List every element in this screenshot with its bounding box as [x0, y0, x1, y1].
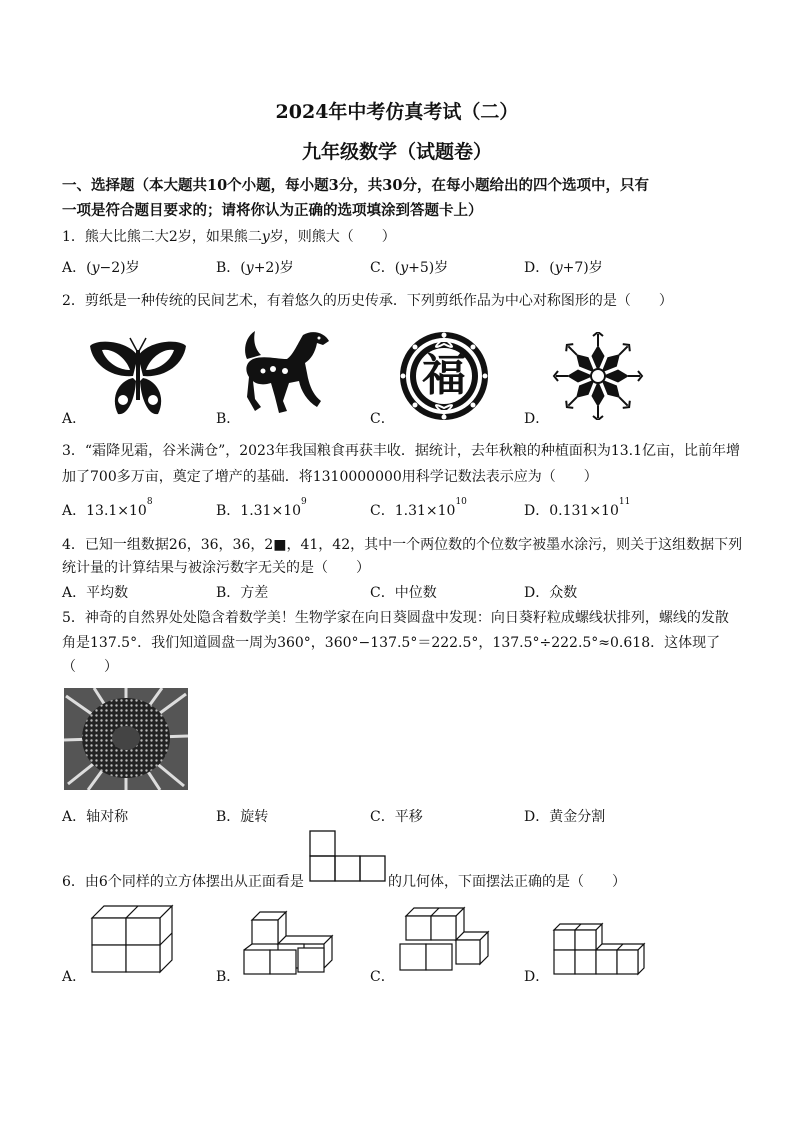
sunflower-photo-image	[64, 688, 188, 790]
option-d-cube-diagram	[550, 920, 646, 978]
question-3-line2: 加了700多万亩，奠定了增产的基础．将1310000000用科学记数法表示应为（ ）	[62, 469, 598, 485]
horse-papercut-image	[243, 325, 335, 417]
butterfly-papercut-image	[88, 336, 188, 421]
question-6-option-a[interactable]: A．	[62, 969, 87, 985]
question-2-option-d[interactable]: D．	[524, 411, 550, 427]
question-6-stem-post: 的几何体，下面摆法正确的是（ ）	[388, 874, 626, 890]
question-6-option-d[interactable]: D．	[524, 969, 550, 985]
question-2-option-c[interactable]: C．	[370, 411, 395, 427]
question-3-line1: 3．“霜降见霜，谷米满仓”，2023年我国粮食再获丰收．据统计，去年秋粮的种植面积为13.1亿亩，比前年增	[62, 443, 741, 459]
question-5-option-d[interactable]: D．黄金分割	[524, 809, 606, 825]
question-6-option-b[interactable]: B．	[216, 969, 241, 985]
question-5-line2: 角是137.5°．我们知道圆盘一周为360°，360°−137.5°＝222.5°，137.5°÷222.5°≈0.618．这体现了	[62, 635, 721, 651]
question-3-option-d[interactable]: D．$0.131\times 10^{11}$	[524, 497, 631, 519]
snowflake-papercut-image	[552, 332, 644, 420]
front-view-diagram	[308, 830, 388, 884]
question-4-option-d[interactable]: D．众数	[524, 585, 578, 601]
question-1-option-c[interactable]: C．(y+5)岁	[370, 260, 449, 276]
question-2-stem: 2．剪纸是一种传统的民间艺术，有着悠久的历史传承．下列剪纸作品为中心对称图形的是（ ）	[62, 293, 673, 309]
question-4-option-c[interactable]: C．中位数	[370, 585, 437, 601]
question-3-option-a[interactable]: A．$13.1\times 10^8$	[62, 497, 153, 519]
question-5-option-a[interactable]: A．轴对称	[62, 809, 129, 825]
question-4-option-b[interactable]: B．方差	[216, 585, 269, 601]
question-1-option-a[interactable]: A．(y−2)岁	[62, 260, 140, 276]
question-1-option-d[interactable]: D．(y+7)岁	[524, 260, 603, 276]
question-4-option-a[interactable]: A．平均数	[62, 585, 129, 601]
question-6-option-c[interactable]: C．	[370, 969, 395, 985]
question-3-option-c[interactable]: C．$1.31\times 10^{10}$	[370, 497, 467, 519]
question-5-line1: 5．神奇的自然界处处隐含着数学美！生物学家在向日葵圆盘中发现：向日葵籽粒成螺线状排列，螺线的发散	[62, 610, 729, 626]
section-instructions-line2: 一项是符合题目要求的；请将你认为正确的选项填涂到答题卡上）	[62, 202, 483, 219]
option-b-cube-diagram	[240, 908, 336, 978]
question-5-option-c[interactable]: C．平移	[370, 809, 423, 825]
question-4-line2: 统计量的计算结果与被涂污数字无关的是（ ）	[62, 560, 370, 576]
question-2-option-a[interactable]: A．	[62, 411, 87, 427]
question-6-stem-pre: 6．由6个同样的立方体摆出从正面看是	[62, 874, 304, 890]
section-instructions-line1: 一、选择题（本大题共10个小题，每小题3分，共30分，在每小题给出的四个选项中，只有	[62, 177, 649, 194]
question-4-line1: 4．已知一组数据26，36，36，2■，41，42，其中一个两位数的个位数字被墨水涂污，则关于这组数据下列	[62, 537, 743, 553]
exam-title: 2024年中考仿真考试（二）	[275, 101, 519, 123]
question-5-line3: （ ）	[62, 659, 118, 675]
question-1-stem: 1．熊大比熊二大2岁，如果熊二y岁，则熊大（ ）	[62, 229, 396, 245]
option-c-cube-diagram	[396, 904, 492, 976]
question-5-option-b[interactable]: B．旋转	[216, 809, 269, 825]
question-3-option-b[interactable]: B．$1.31\times 10^9$	[216, 497, 307, 519]
question-2-option-b[interactable]: B．	[216, 411, 241, 427]
exam-subtitle: 九年级数学（试题卷）	[301, 141, 492, 163]
question-1-option-b[interactable]: B．(y+2)岁	[216, 260, 294, 276]
fu-character: 福	[422, 350, 466, 401]
option-a-cube-diagram	[88, 900, 174, 974]
